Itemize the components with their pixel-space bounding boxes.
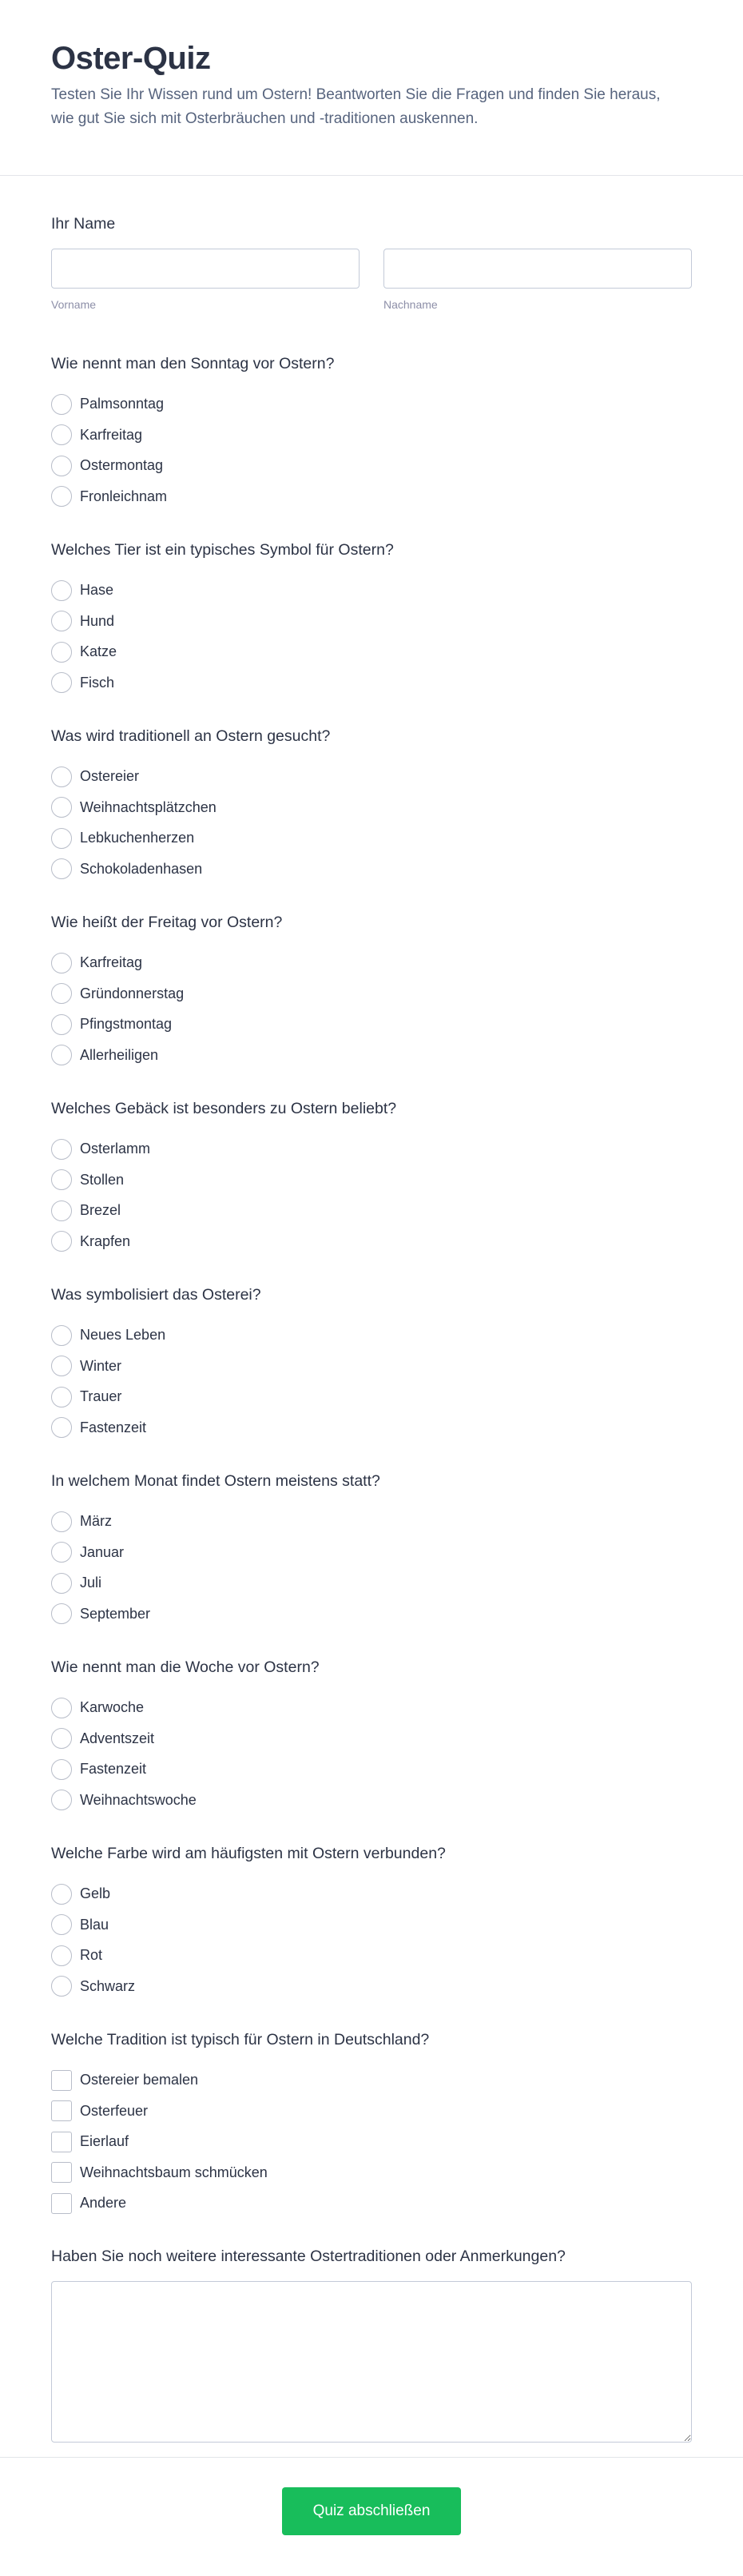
radio-option[interactable] [51,1195,692,1226]
question-label: Wie nennt man die Woche vor Ostern? [51,1658,320,1676]
option-label: Fronleichnam [80,488,168,504]
radio-button[interactable] [51,1139,72,1160]
radio-option[interactable] [51,1567,692,1599]
radio-option[interactable] [51,1412,692,1443]
radio-option[interactable] [51,1599,692,1630]
option-label: Allerheiligen [80,1046,159,1063]
option-label: Hund [80,612,115,629]
radio-options [51,575,692,698]
radio-button[interactable] [51,1325,72,1346]
radio-option[interactable] [51,1754,692,1785]
name-row [51,249,692,311]
radio-question [51,913,692,1099]
option-label: Gelb [80,1885,111,1902]
question-label: Welche Tradition ist typisch für Ostern in Deutschland? [51,2031,430,2048]
option-label: Adventszeit [80,1730,155,1746]
option-label: Eierlauf [80,2133,129,2150]
option-label: Blau [80,1916,109,1933]
radio-option[interactable] [51,1133,692,1165]
question-label: Was wird traditionell an Ostern gesucht? [51,727,331,745]
radio-button[interactable] [51,1790,72,1810]
radio-question [51,1471,692,1658]
radio-option[interactable] [51,1940,692,1971]
radio-button[interactable] [51,1728,72,1749]
last-name-column [383,249,692,311]
first-name-column [51,249,360,311]
radio-option[interactable] [51,1909,692,1941]
radio-button[interactable] [51,1231,72,1252]
form-header [0,0,743,176]
radio-option[interactable] [51,947,692,978]
radio-option[interactable] [51,575,692,606]
radio-options [51,1692,692,1815]
radio-option[interactable] [51,1537,692,1568]
radio-button[interactable] [51,1573,72,1594]
radio-button[interactable] [51,580,72,601]
radio-questions [51,354,692,2030]
name-label: Ihr Name [51,215,116,233]
radio-button[interactable] [51,797,72,818]
radio-button[interactable] [51,1945,72,1966]
radio-button[interactable] [51,1759,72,1780]
option-label: Weihnachtswoche [80,1791,197,1808]
radio-option[interactable] [51,1971,692,2002]
radio-button[interactable] [51,1698,72,1718]
radio-button[interactable] [51,766,72,787]
radio-button[interactable] [51,456,72,476]
radio-option[interactable] [51,1785,692,1816]
option-label: Krapfen [80,1232,131,1249]
checkbox-options [51,2064,692,2219]
option-label: Januar [80,1543,125,1560]
option-label: Neues Leben [80,1327,166,1344]
option-label: Gründonnerstag [80,985,185,1001]
radio-option[interactable] [51,1351,692,1382]
option-label: Lebkuchenherzen [80,830,195,846]
radio-button[interactable] [51,1045,72,1065]
radio-options [51,947,692,1070]
checkbox[interactable] [51,2193,72,2214]
radio-button[interactable] [51,1976,72,1997]
submit-button[interactable]: Quiz abschließen [282,2487,461,2535]
option-label: Juli [80,1575,102,1591]
radio-button[interactable] [51,394,72,415]
radio-button[interactable] [51,1417,72,1438]
radio-option[interactable] [51,606,692,637]
radio-question [51,1285,692,1471]
radio-question [51,727,692,913]
radio-option[interactable] [51,1040,692,1071]
question-label: Welches Tier ist ein typisches Symbol für Ostern? [51,541,394,559]
checkbox-option[interactable] [51,2096,692,2127]
radio-button[interactable] [51,672,72,693]
radio-button[interactable] [51,953,72,973]
radio-option[interactable] [51,1506,692,1537]
option-label: Fastenzeit [80,1419,147,1435]
radio-button[interactable] [51,642,72,663]
radio-option[interactable] [51,450,692,481]
radio-button[interactable] [51,1884,72,1905]
checkbox[interactable] [51,2132,72,2152]
option-label: Winter [80,1357,122,1374]
radio-button[interactable] [51,486,72,507]
option-label: Trauer [80,1388,122,1405]
radio-button[interactable] [51,424,72,445]
radio-option[interactable] [51,854,692,885]
radio-button[interactable] [51,1014,72,1035]
option-label: Karwoche [80,1699,145,1716]
radio-button[interactable] [51,858,72,879]
radio-question [51,1844,692,2030]
last-name-field[interactable] [383,249,692,289]
radio-button[interactable] [51,1200,72,1221]
radio-option[interactable] [51,792,692,823]
page-title: Oster-Quiz [51,41,211,76]
radio-question [51,1658,692,1844]
radio-option[interactable] [51,388,692,420]
option-label: März [80,1513,112,1530]
checkbox-option[interactable] [51,2157,692,2188]
checkbox[interactable] [51,2100,72,2121]
radio-option[interactable] [51,1692,692,1723]
checkbox-question [51,2030,692,2247]
option-label: Ostereier bemalen [80,2072,199,2088]
option-label: Karfreitag [80,426,143,443]
question-label: Wie nennt man den Sonntag vor Ostern? [51,355,335,372]
question-label: In welchem Monat findet Ostern meistens statt? [51,1472,380,1490]
radio-option[interactable] [51,1165,692,1196]
option-label: Pfingstmontag [80,1016,173,1033]
radio-option[interactable] [51,1878,692,1909]
radio-option[interactable] [51,1320,692,1351]
radio-button[interactable] [51,1169,72,1190]
option-label: Katze [80,643,117,660]
radio-option[interactable] [51,420,692,451]
quiz-form [0,176,743,2457]
checkbox-option[interactable] [51,2188,692,2219]
option-label: Karfreitag [80,954,143,971]
option-label: September [80,1605,151,1622]
radio-options [51,1133,692,1256]
option-label: Ostereier [80,768,140,785]
radio-option[interactable] [51,822,692,854]
radio-button[interactable] [51,1542,72,1563]
option-label: Stollen [80,1171,125,1188]
radio-option[interactable] [51,636,692,667]
option-label: Weihnachtsplätzchen [80,798,217,815]
question-label: Welches Gebäck ist besonders zu Ostern beliebt? [51,1100,397,1117]
radio-option[interactable] [51,1723,692,1754]
comments-textarea[interactable] [51,2281,692,2443]
option-label: Schokoladenhasen [80,860,203,877]
radio-options [51,1878,692,2001]
radio-button[interactable] [51,1387,72,1407]
radio-options [51,1506,692,1629]
option-label: Osterlamm [80,1141,151,1157]
first-name-field[interactable] [51,249,360,289]
first-name-sublabel: Vorname [51,298,97,312]
option-label: Osterfeuer [80,2102,149,2119]
option-label: Schwarz [80,1977,136,1994]
checkbox-option[interactable] [51,2126,692,2157]
comments-label: Haben Sie noch weitere interessante Ostertraditionen oder Anmerkungen? [51,2248,566,2265]
radio-options [51,1320,692,1443]
radio-button[interactable] [51,611,72,631]
radio-button[interactable] [51,1603,72,1624]
checkbox[interactable] [51,2162,72,2183]
radio-question [51,540,692,727]
radio-question [51,1099,692,1285]
radio-options [51,388,692,512]
checkbox[interactable] [51,2070,72,2091]
radio-options [51,761,692,884]
comments-question [51,2247,692,2457]
last-name-sublabel: Nachname [383,298,438,312]
option-label: Rot [80,1947,103,1964]
option-label: Fisch [80,674,115,691]
page-description: Testen Sie Ihr Wissen rund um Ostern! Beantworten Sie die Fragen und finden Sie heraus, wie gut Sie sich mit Osterbräuchen und -traditionen auskennen. [51,86,661,128]
checkbox-option[interactable] [51,2064,692,2096]
radio-option[interactable] [51,481,692,512]
radio-button[interactable] [51,1914,72,1935]
radio-option[interactable] [51,761,692,792]
option-label: Ostermontag [80,457,164,474]
radio-button[interactable] [51,1511,72,1532]
option-label: Hase [80,582,114,599]
radio-option[interactable] [51,1226,692,1257]
radio-option[interactable] [51,1009,692,1040]
option-label: Andere [80,2195,127,2212]
option-label: Fastenzeit [80,1761,147,1778]
radio-question [51,354,692,540]
option-label: Weihnachtsbaum schmücken [80,2164,268,2180]
radio-option[interactable] [51,667,692,699]
option-label: Palmsonntag [80,396,165,412]
question-label: Was symbolisiert das Osterei? [51,1286,261,1304]
question-label: Wie heißt der Freitag vor Ostern? [51,914,283,931]
form-footer [0,2457,743,2569]
radio-option[interactable] [51,1381,692,1412]
question-label: Welche Farbe wird am häufigsten mit Ostern verbunden? [51,1845,446,1862]
option-label: Brezel [80,1202,121,1219]
radio-button[interactable] [51,983,72,1004]
radio-button[interactable] [51,828,72,849]
name-question [51,214,692,354]
radio-option[interactable] [51,978,692,1009]
radio-button[interactable] [51,1356,72,1376]
